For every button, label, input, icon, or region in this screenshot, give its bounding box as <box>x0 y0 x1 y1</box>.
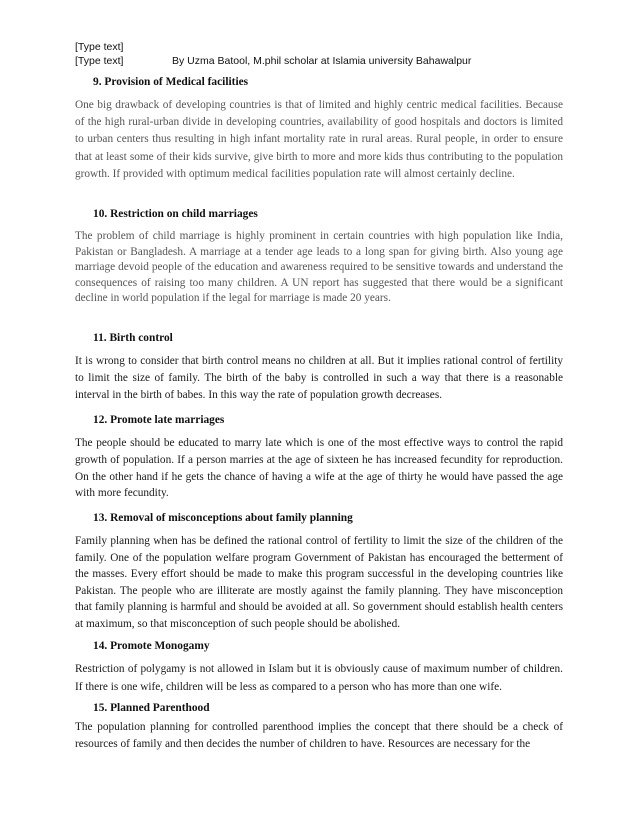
header-author: By Uzma Batool, M.phil scholar at Islamia university Bahawalpur <box>172 55 472 67</box>
section-body: Family planning when has be defined the rational control of fertility to limit the size of the children of the family. One of the population welfare program Government of Pakistan has encouraged the betterment of the masses. Every effort should be made to make this program successful in the developing countries like Pakistan. The people who are illiterate are mostly against the family planning. They have misconception that family planning is harmful and should be avoided at all. So government should establish health centers at maximum, so that misconception of such people should be abolished. <box>75 535 563 630</box>
section-heading: 12. Promote late marriages <box>93 414 225 426</box>
header-placeholder-1: [Type text] <box>75 41 124 53</box>
section-body: One big drawback of developing countries is that of limited and highly centric medical facilities. Because of the high rural-urban divide in developing countries, availability of good hospitals and doctors is limited to urban centers thus resulting in high infant mortality rate in rural areas. Rural people, in order to ensure that at least some of their kids survive, give birth to more and more kids thus contributing to the population growth. If provided with optimum medical facilities population rate will almost certainly decline. <box>75 99 563 180</box>
section-body: The problem of child marriage is highly prominent in certain countries with high population like India, Pakistan or Bangladesh. A marriage at a tender age leads to a long span for giving birth. Also young age marriage devoid people of the education and awareness required to be sensitive towards and understand the consequences of raising too many children. A UN report has suggested that there would be a significant decline in world population if the legal for marriage is made 20 years. <box>75 230 563 305</box>
section-heading: 10. Restriction on child marriages <box>93 208 258 220</box>
section-heading: 13. Removal of misconceptions about family planning <box>93 512 353 524</box>
section-heading: 9. Provision of Medical facilities <box>93 76 249 88</box>
section-body: It is wrong to consider that birth control means no children at all. But it implies rational control of fertility to limit the size of family. The birth of the baby is controlled in such a way that there is a reasonable interval in the birth of babes. In this way the rate of population growth decreases. <box>75 355 563 401</box>
section-body: The people should be educated to marry late which is one of the most effective ways to control the rapid growth of population. If a person marries at the age of sixteen he has increased fecundity for reproduction. On the other hand if he gets the chance of having a wife at the age of thirty he would have passed the age with more fecundity. <box>75 437 563 500</box>
section-heading: 11. Birth control <box>93 332 173 344</box>
header-placeholder-2: [Type text] <box>75 55 124 67</box>
section-heading: 15. Planned Parenthood <box>93 702 210 714</box>
section-heading: 14. Promote Monogamy <box>93 640 210 652</box>
section-body: The population planning for controlled parenthood implies the concept that there should be a check of resources of family and then decides the number of children to have. Resources are necessary for the <box>75 721 563 750</box>
section-body: Restriction of polygamy is not allowed in Islam but it is obviously cause of maximum number of children. If there is one wife, children will be less as compared to a person who has more than one wife. <box>75 663 563 693</box>
